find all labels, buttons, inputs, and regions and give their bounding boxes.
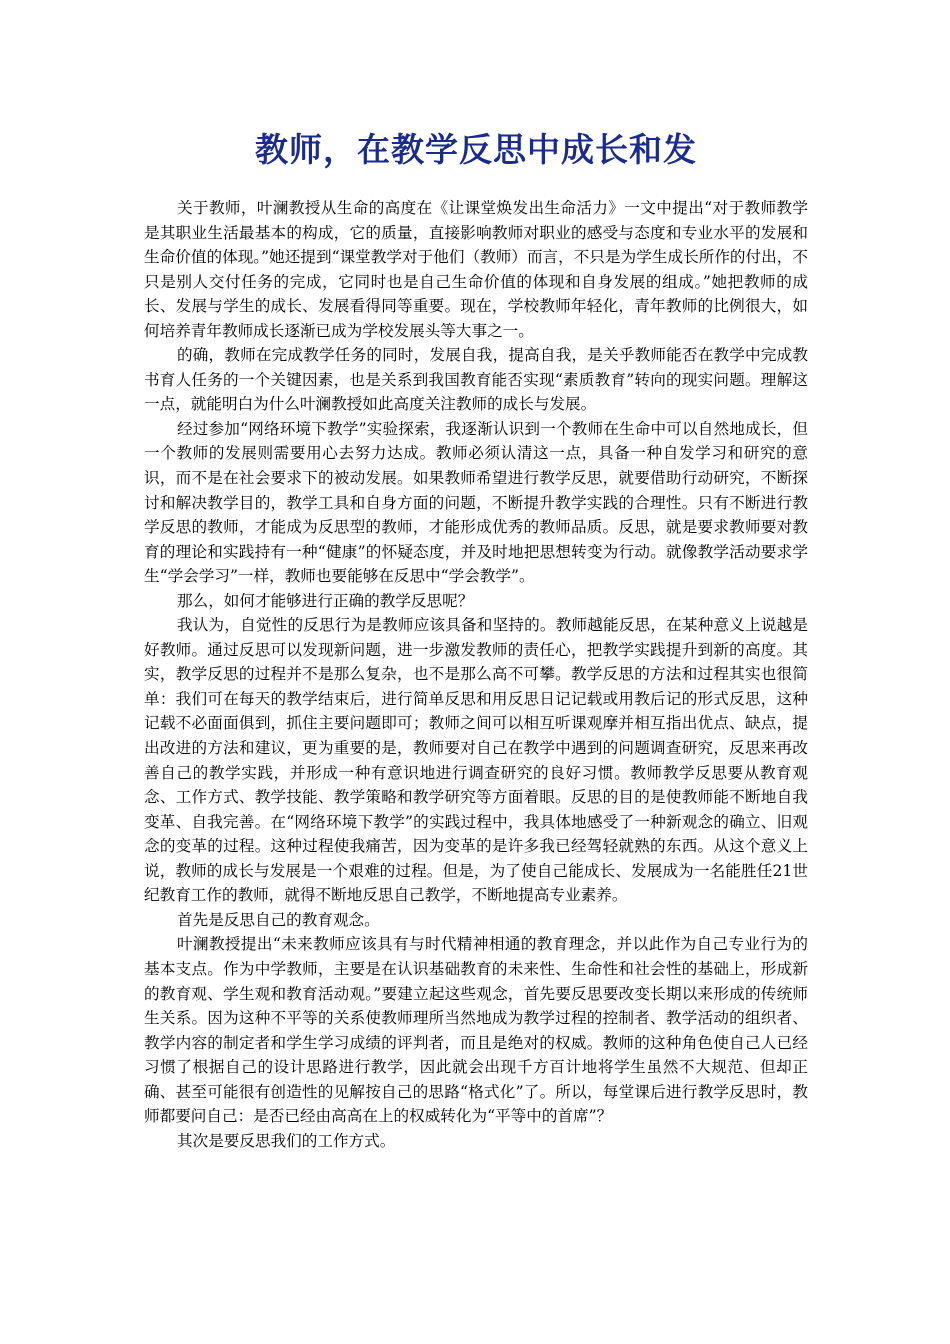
paragraph-3: 经过参加“网络环境下教学”实验探索，我逐渐认识到一个教师在生命中可以自然地成长，但一个教师的发展则需要用心去努力达成。教师必须认清这一点，具备一种自发学习和研究的意识，而不是在社会要求下的被动发展。如果教师希望进行教学反思，就要借助行动研究，不断探讨和解决教学目的，教学工具和自身方面的问题，不断提升教学实践的合理性。只有不断进行教学反思的教师，才能成为反思型的教师，才能形成优秀的教师品质。反思，就是要求教师要对教育的理论和实践持有一种“健康”的怀疑态度，并及时地把思想转变为行动。就像教学活动要求学生“学会学习”一样，教师也要能够在反思中“学会教学”。: [144, 419, 808, 586]
paragraph-1: 关于教师，叶澜教授从生命的高度在《让课堂焕发出生命活力》一文中提出“对于教师教学是其职业生活最基本的构成，它的质量，直接影响教师对职业的感受与态度和专业水平的发展和生命价值的体现。”她还提到“课堂教学对于他们（教师）而言，不只是为学生成长所作的付出，不只是别人交付任务的完成，它同时也是自己生命价值的体现和自身发展的组成。”她把教师的成长、发展与学生的成长、发展看得同等重要。现在，学校教师年轻化，青年教师的比例很大，如何培养青年教师成长逐渐已成为学校发展头等大事之一。: [144, 199, 808, 340]
paragraph-8: 其次是要反思我们的工作方式。: [177, 1131, 396, 1150]
paragraph-7: 叶澜教授提出“未来教师应该具有与时代精神相通的教育理念，并以此作为自己专业行为的基本支点。作为中学教师，主要是在认识基础教育的未来性、生命性和社会性的基础上，形成新的教育观、学生观和教育活动观。”要建立起这些观念，首先要反思要改变长期以来形成的传统师生关系。因为这种不平等的关系使教师理所当然地成为教学过程的控制者、教学活动的组织者、教学内容的制定者和学生学习成绩的评判者，而且是绝对的权威。教师的这种角色使自己人已经习惯了根据自己的设计思路进行教学，因此就会出现千方百计地将学生虽然不大规范、但却正确、甚至可能很有创造性的见解按自己的思路“格式化”了。所以，每堂课后进行教学反思时，教师都要问自己：是否已经由高高在上的权威转化为“平等中的首席”？: [144, 935, 808, 1126]
paragraph-4: 那么，如何才能够进行正确的教学反思呢？: [177, 591, 474, 610]
document-page: [144, 128, 808, 1153]
paragraph-6: 首先是反思自己的教育观念。: [177, 910, 380, 929]
paragraph-2: 的确，教师在完成教学任务的同时，发展自我，提高自我，是关乎教师能否在教学中完成教书育人任务的一个关键因素，也是关系到我国教育能否实现“素质教育”转向的现实问题。理解这一点，就能明白为什么叶澜教授如此高度关注教师的成长与发展。: [144, 346, 808, 414]
paragraph-5: 我认为，自觉性的反思行为是教师应该具备和坚持的。教师越能反思，在某种意义上说越是好教师。通过反思可以发现新问题，进一步激发教师的责任心，把教学实践提升到新的高度。其实，教学反思的过程并不是那么复杂，也不是那么高不可攀。教学反思的方法和过程其实也很简单：我们可在每天的教学结束后，进行简单反思和用反思日记记载或用教后记的形式反思，这种记载不必面面俱到，抓住主要问题即可；教师之间可以相互听课观摩并相互指出优点、缺点，提出改进的方法和建议，更为重要的是，教师要对自己在教学中遇到的问题调查研究，反思来再改善自己的教学实践，并形成一种有意识地进行调查研究的良好习惯。教师教学反思要从教育观念、工作方式、教学技能、教学策略和教学研究等方面着眼。反思的目的是使教师能不断地自我变革、自我完善。在“网络环境下教学”的实践过程中，我具体地感受了一种新观念的确立、旧观念的变革的过程。这种过程使我痛苦，因为变革的是许多我已经驾轻就熟的东西。从这个意义上说，教师的成长与发展是一个艰难的过程。但是，为了使自己能成长、发展成为一名能胜任21世纪教育工作的教师，就得不断地反思自己教学，不断地提高专业素养。: [144, 616, 808, 905]
document-title: 教师，在教学反思中成长和发: [255, 130, 697, 169]
